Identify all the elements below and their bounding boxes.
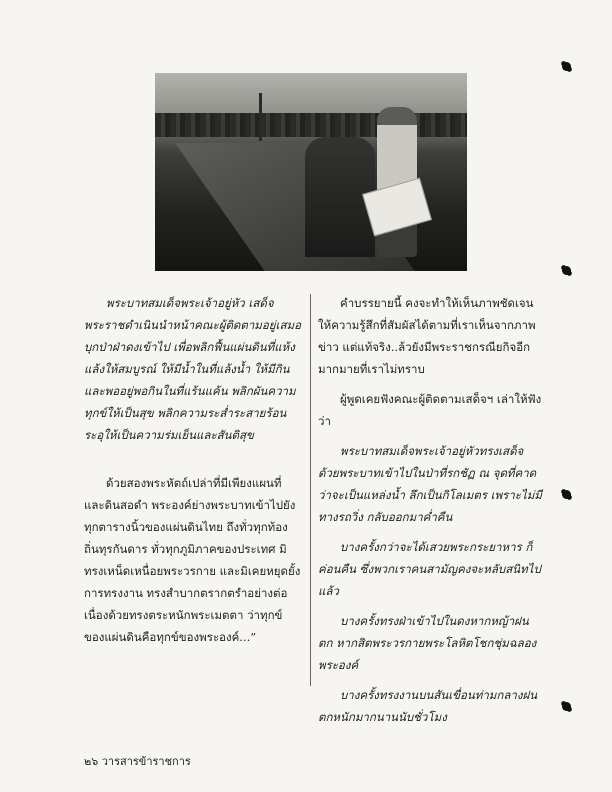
left-column [84, 292, 302, 648]
page-number: ๒๖ [84, 755, 99, 768]
margin-bullet-icon [562, 62, 571, 71]
right-paragraph-3: พระบาทสมเด็จพระเจ้าอยู่หัวทรงเสด็จด้วยพระบาทเข้าไปในป่าที่รกชัฏ ณ จุดที่คาดว่าจะเป็นแหล่งน้ำ ลึกเป็นกิโลเมตร เพราะไม่มีทางรถวิ่ง กลับออกมาค่ำคืน [318, 444, 542, 524]
right-paragraph-5: บางครั้งทรงฝ่าเข้าไปในดงหากหญ้าฝนตก หากสิตพระวรกายพระโลหิตโชกชุ่มฉลองพระองค์ [318, 614, 537, 672]
margin-bullet-icon [562, 490, 571, 499]
right-paragraph-4: บางครั้งกว่าจะได้เสวยพระกระยาหาร ก็ค่อนคืน ซึ่งพวกเราคนสามัญคงจะหลับสนิทไปแล้ว [318, 540, 541, 598]
left-paragraph-2: ด้วยสองพระหัตถ์เปล่าที่มีเพียงแผนที่และดินสอดำ พระองค์ย่างพระบาทเข้าไปยังทุกตารางนิ้วของแผ่นดินไทย ถึงทั่วทุกท้องถิ่นทุรกันดาร ทั่วทุกภูมิภาคของประเทศ มิทรงเหน็ดเหนื่อยพระวรกาย และมิเคยหยุดยั้งการทรงงาน ทรงสำบากตรากตรำอย่างต่อเนื่องด้วยทรงตระหนักพระเมตตา ว่าทุกข์ของแผ่นดินคือทุกข์ของพระองค์...” [84, 476, 301, 644]
margin-bullet-icon [562, 702, 571, 711]
page-footer [84, 752, 191, 770]
left-paragraph-1: พระบาทสมเด็จพระเจ้าอยู่หัว เสด็จพระราชดำเนินนำหน้าคณะผู้ติดตามอยู่เสมอ บุกป่าฝ่าดงเข้าไป เพื่อพลิกฟื้นแผ่นดินที่แห้งแล้งให้สมบูรณ์ ให้มีน้ำในที่แล้งน้ำ ให้มีกินและพออยู่พอกินในที่แร้นแค้น พลิกผันความทุกข์ให้เป็นสุข พลิกความระส่ำระสายร้อนระอุให้เป็นความร่มเย็นและสันติสุข [84, 296, 301, 442]
column-divider [310, 294, 311, 686]
publication-title: วารสารข้าราชการ [101, 755, 191, 768]
right-paragraph-1: คำบรรยายนี้ คงจะทำให้เห็นภาพชัดเจน ให้ความรู้สึกที่สัมผัสได้ตามที่เราเห็นจากภาพข่าว แต่แท้จริง..ล้วยังมีพระราชกรณียกิจอีกมากมายที่เราไม่ทราบ [318, 296, 536, 376]
right-paragraph-6: บางครั้งทรงงานบนสันเขื่อนท่ามกลางฝนตกหนักมากนานนับชั่วโมง [318, 688, 538, 724]
photo-pole [259, 93, 262, 141]
right-paragraph-2: ผู้พูดเคยฟังคณะผู้ติดตามเสด็จฯ เล่าให้ฟังว่า [318, 392, 542, 428]
margin-bullet-icon [562, 266, 571, 275]
photo-treeline [155, 113, 467, 137]
right-column [318, 292, 543, 736]
photo [155, 73, 467, 271]
